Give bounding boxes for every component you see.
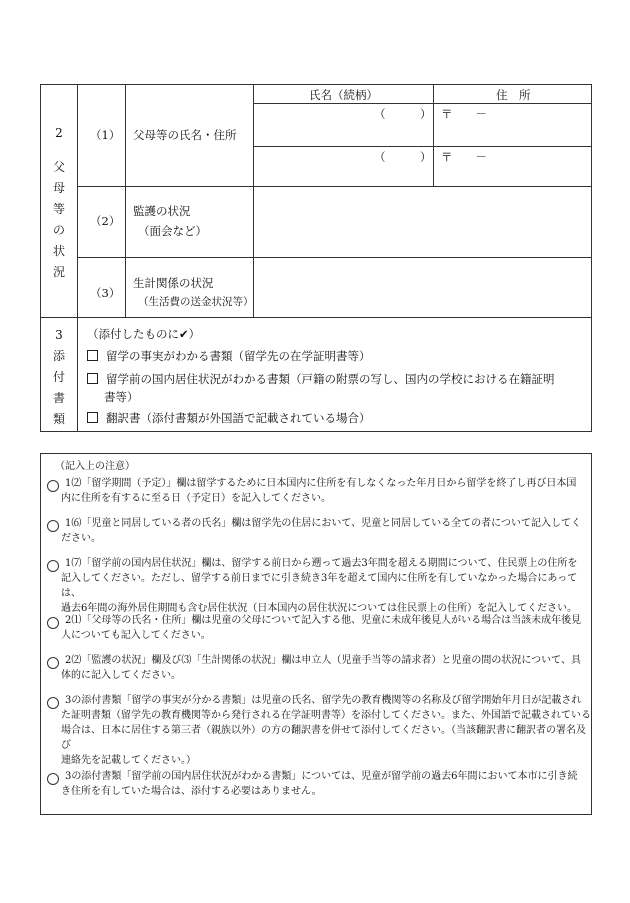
guardian-status-form: [40, 84, 592, 432]
attachment-item-2[interactable]: 留学前の国内居住状況がわかる書類（戸籍の附票の写し、国内の学校における在籍証明: [87, 371, 555, 387]
relationship-paren-1[interactable]: （ ）: [374, 107, 432, 121]
note-2: 1⑹「児童と同居している者の氏名」欄は留学先の住居において、児童と同居している全ての者について記入してく ださい。: [61, 518, 581, 544]
row2-label: 監護の状況: [133, 204, 191, 218]
attachment-item-3[interactable]: 翻訳書（添付書類が外国語で記載されている場合）: [87, 410, 371, 426]
notes-title: （記入上の注意）: [55, 461, 135, 472]
relationship-paren-2[interactable]: （ ）: [374, 150, 432, 164]
bullet-circle: [47, 560, 59, 572]
row3-sublabel: （生活費の送金状況等）: [138, 296, 254, 308]
postal-code-1[interactable]: 〒 －: [441, 107, 487, 121]
row2-sublabel: （面会など）: [138, 224, 207, 238]
checkbox[interactable]: [87, 350, 98, 361]
attachments-header: （添付したものに✔）: [87, 327, 201, 341]
section2-title: 父 母 等 の 状 況: [52, 160, 65, 279]
checkbox[interactable]: [87, 373, 98, 384]
row3-number: （3）: [90, 286, 121, 300]
divider: [253, 103, 592, 104]
livelihood-status-field[interactable]: [254, 258, 592, 317]
custody-status-field[interactable]: [254, 187, 592, 257]
note-7: 3の添付書類「留学前の国内居住状況がわかる書類」については、児童が留学前の過去6年間において本市に引き続 き住所を有していた場合は、添付する必要はありません。: [61, 771, 578, 797]
postal-code-2[interactable]: 〒 －: [441, 150, 487, 164]
bullet-circle: [47, 480, 59, 492]
bullet-circle: [47, 617, 59, 629]
bullet-circle: [47, 520, 59, 532]
divider: [77, 317, 78, 432]
note-1: 1⑵「留学期間（予定）」欄は留学するために日本国内に住所を有しなくなった年月日から留学を終了し再び日本国 内に住所を有するに至る日（予定日）を記入してください。: [61, 478, 577, 504]
note-5: 2⑵「監護の状況」欄及び⑶「生計関係の状況」欄は申立人（児童手当等の請求者）と児童の間の状況について、具 体的に記入してください。: [61, 655, 581, 681]
bullet-circle: [47, 697, 59, 709]
address-column-header: 住 所: [496, 88, 531, 102]
divider: [433, 85, 434, 186]
attachment-item-1[interactable]: 留学の事実がわかる書類（留学先の在学証明書等）: [87, 348, 371, 364]
row2-number: （2）: [90, 214, 121, 228]
row3-label: 生計関係の状況: [133, 276, 214, 290]
section3-title: 添 付 書 類: [52, 349, 65, 426]
attachment-item-2-continued: 書等）: [104, 390, 139, 404]
checkbox[interactable]: [87, 412, 98, 423]
bullet-circle: [47, 657, 59, 669]
row1-label: 父母等の氏名・住所: [133, 128, 237, 142]
section2-number: 2: [55, 126, 63, 140]
divider: [125, 85, 126, 317]
divider: [253, 146, 592, 147]
row1-number: （1）: [90, 128, 121, 142]
name-column-header: 氏名（続柄）: [309, 88, 378, 102]
note-3: 1⑺「留学前の国内居住状況」欄は、留学する前日から遡って過去3年間を超える期間について、住民票上の住所を 記入してください。ただし、留学する前日までに引き続き3年を超えて国内に住所を有していなかった場合にあっては、 過去6年間の海外居住期間も含む居住状況（日本国内の居住状況については住民票上の住所）を記入してください。: [61, 558, 578, 614]
bullet-circle: [47, 773, 59, 785]
divider: [41, 317, 592, 318]
note-6: 3の添付書類「留学の事実が分かる書類」は児童の氏名、留学先の教育機関等の名称及び留学開始年月日が記載され た証明書類（留学先の教育機関等から発行される在学証明書等）を添付してください。また、外国語で記載されている 場合は、日本に居住する第三者（親族以外）の方の翻訳書を併せて添付してください。（当該翻訳書に翻訳者の署名及び 連絡先を記載してください。）: [61, 695, 591, 766]
note-4: 2⑴「父母等の氏名・住所」欄は児童の父母について記入する他、児童に未成年後見人がいる場合は当該未成年後見 人についても記入してください。: [61, 615, 582, 641]
section3-number: 3: [55, 328, 63, 342]
filling-notes: [40, 453, 592, 815]
divider: [77, 85, 78, 317]
